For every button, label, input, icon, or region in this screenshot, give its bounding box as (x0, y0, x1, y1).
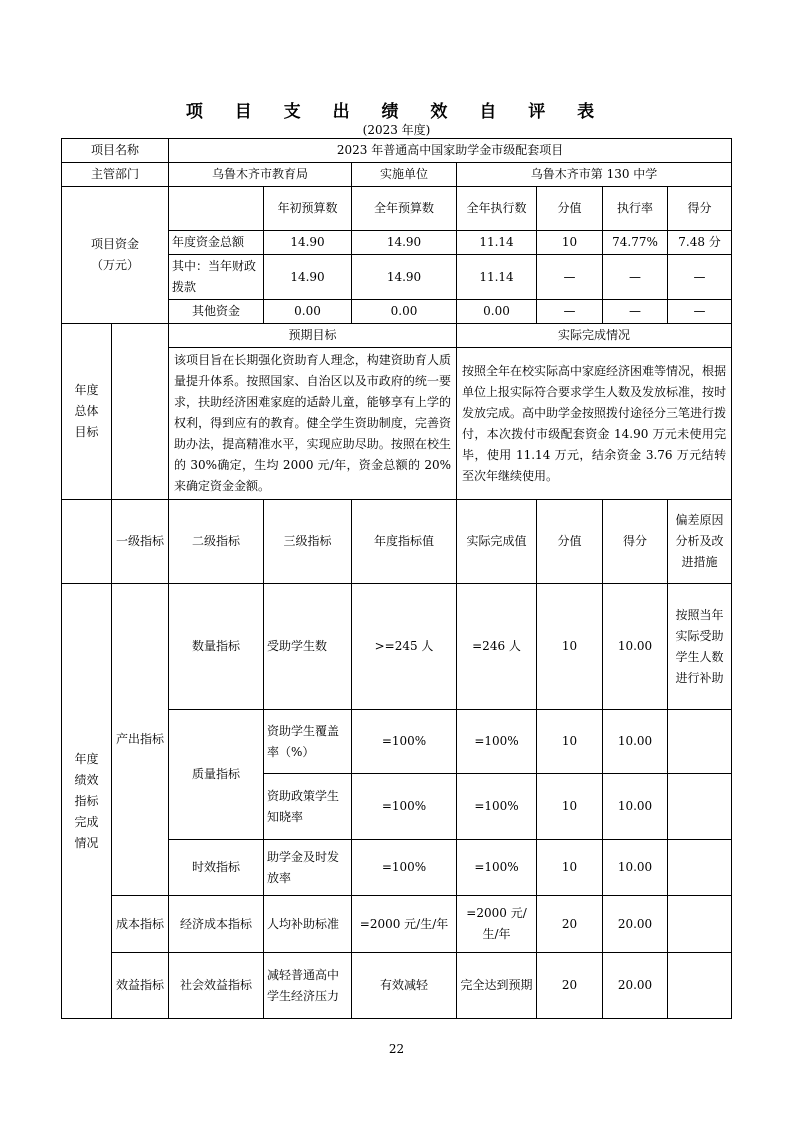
indicator-score: 10.00 (603, 840, 668, 896)
indicator-level2: 数量指标 (169, 584, 264, 710)
funds-cell: 14.90 (264, 255, 352, 300)
funds-header-row (62, 187, 732, 231)
indicator-header-cell: 一级指标 (112, 500, 169, 584)
output-indicator-label: 产出指标 (112, 584, 169, 896)
performance-table (61, 138, 732, 1019)
indicator-target: =100% (352, 774, 457, 840)
funds-cell: — (668, 255, 732, 300)
indicator-row (62, 896, 732, 953)
indicator-score: 10.00 (603, 710, 668, 774)
indicator-level2: 质量指标 (169, 710, 264, 840)
unit-label: 实施单位 (352, 163, 457, 187)
funds-cell: — (537, 300, 603, 324)
funds-cell: 11.14 (457, 231, 537, 255)
dept-label: 主管部门 (62, 163, 169, 187)
project-name-row (62, 139, 732, 163)
funds-row-label: 其中：当年财政拨款 (169, 255, 264, 300)
goals-expected-text: 该项目旨在长期强化资助育人理念，构建资助育人质量提升体系。按照国家、自治区以及市政府的统一要求，扶助经济困难家庭的适龄儿童，能够享有上学的权利，得到应有的教育。健全学生资助制度，完善资助办法，提高精准水平，实现应助尽助。按照在校生的 30%确定，生均 2000 元/年，资金总额的 20%来确定资金金额。 (169, 348, 457, 500)
funds-header-cell: 年初预算数 (264, 187, 352, 231)
indicator-level3: 助学金及时发放率 (264, 840, 352, 896)
funds-cell: 7.48 分 (668, 231, 732, 255)
project-name-label: 项目名称 (62, 139, 169, 163)
indicator-score-value: 20 (537, 953, 603, 1019)
funds-cell: 0.00 (352, 300, 457, 324)
indicator-header-cell: 偏差原因分析及改进措施 (668, 500, 732, 584)
indicator-row (62, 584, 732, 710)
dept-row (62, 163, 732, 187)
indicator-level3: 资助学生覆盖率（%） (264, 710, 352, 774)
indicator-level2: 社会效益指标 (169, 953, 264, 1019)
indicator-score: 10.00 (603, 774, 668, 840)
page-subtitle: (2023 年度) (362, 123, 431, 137)
page-number: 22 (388, 1042, 405, 1056)
goals-expected-header: 预期目标 (169, 324, 457, 348)
indicator-level3: 人均补助标准 (264, 896, 352, 953)
indicator-actual: =246 人 (457, 584, 537, 710)
indicator-target: 有效减轻 (352, 953, 457, 1019)
funds-cell: 14.90 (352, 231, 457, 255)
indicator-score-value: 10 (537, 710, 603, 774)
indicator-header-cell: 二级指标 (169, 500, 264, 584)
indicator-note: 按照当年实际受助学生人数进行补助 (668, 584, 732, 710)
indicator-actual: =100% (457, 774, 537, 840)
indicator-score-value: 10 (537, 584, 603, 710)
indicator-row (62, 953, 732, 1019)
indicator-level3: 减轻普通高中学生经济压力 (264, 953, 352, 1019)
indicator-level3: 受助学生数 (264, 584, 352, 710)
funds-cell: 0.00 (264, 300, 352, 324)
funds-header-cell: 执行率 (603, 187, 668, 231)
funds-cell: 11.14 (457, 255, 537, 300)
indicator-actual: =100% (457, 840, 537, 896)
cost-indicator-label: 成本指标 (112, 896, 169, 953)
indicator-score: 20.00 (603, 896, 668, 953)
indicator-note (668, 774, 732, 840)
indicator-header-cell: 三级指标 (264, 500, 352, 584)
indicator-header-cell: 得分 (603, 500, 668, 584)
indicator-score-value: 10 (537, 840, 603, 896)
indicator-score-value: 10 (537, 774, 603, 840)
indicator-target: =2000 元/生/年 (352, 896, 457, 953)
indicator-header-cell: 实际完成值 (457, 500, 537, 584)
page-title: 项 目 支 出 绩 效 自 评 表 (185, 102, 608, 122)
funds-header-cell: 全年执行数 (457, 187, 537, 231)
funds-cell: — (668, 300, 732, 324)
funds-row-label: 年度资金总额 (169, 231, 264, 255)
indicator-note (668, 953, 732, 1019)
goals-actual-text: 按照全年在校实际高中家庭经济困难等情况，根据单位上报实际符合要求学生人数及发放标准，按时发放完成。高中助学金按照拨付途径分三笔进行拨付，本次拨付市级配套资金 14.90 万元未使用完毕，使用 11.14 万元，结余资金 3.76 万元结转至次年继续使用。 (457, 348, 732, 500)
indicator-level2: 时效指标 (169, 840, 264, 896)
funds-cell: 10 (537, 231, 603, 255)
funds-header-cell: 全年预算数 (352, 187, 457, 231)
funds-cell: — (603, 255, 668, 300)
indicator-note (668, 896, 732, 953)
indicator-score-value: 20 (537, 896, 603, 953)
goals-section-label: 年度 总体 目标 (62, 324, 112, 500)
indicators-header-row (62, 500, 732, 584)
goals-actual-header: 实际完成情况 (457, 324, 732, 348)
indicators-section-label: 年度 绩效 指标 完成 情况 (62, 584, 112, 1019)
project-name-value: 2023 年普通高中国家助学金市级配套项目 (169, 139, 732, 163)
funds-header-cell: 得分 (668, 187, 732, 231)
indicator-note (668, 710, 732, 774)
funds-cell: 74.77% (603, 231, 668, 255)
funds-cell: — (603, 300, 668, 324)
indicator-actual: =100% (457, 710, 537, 774)
funds-section-label: 项目资金 （万元） (62, 187, 169, 324)
unit-value: 乌鲁木齐市第 130 中学 (457, 163, 732, 187)
funds-cell: — (537, 255, 603, 300)
funds-cell: 14.90 (352, 255, 457, 300)
indicator-target: =100% (352, 710, 457, 774)
funds-header-cell: 分值 (537, 187, 603, 231)
indicator-level2: 经济成本指标 (169, 896, 264, 953)
indicator-level3: 资助政策学生知晓率 (264, 774, 352, 840)
indicator-target: >=245 人 (352, 584, 457, 710)
dept-value: 乌鲁木齐市教育局 (169, 163, 352, 187)
funds-cell: 0.00 (457, 300, 537, 324)
indicator-score: 10.00 (603, 584, 668, 710)
indicator-score: 20.00 (603, 953, 668, 1019)
goals-header-row (62, 324, 732, 348)
funds-row-label: 其他资金 (169, 300, 264, 324)
indicator-target: =100% (352, 840, 457, 896)
indicator-header-cell: 年度指标值 (352, 500, 457, 584)
indicator-actual: =2000 元/生/年 (457, 896, 537, 953)
indicator-note (668, 840, 732, 896)
indicator-header-cell: 分值 (537, 500, 603, 584)
benefit-indicator-label: 效益指标 (112, 953, 169, 1019)
funds-cell: 14.90 (264, 231, 352, 255)
indicator-actual: 完全达到预期 (457, 953, 537, 1019)
